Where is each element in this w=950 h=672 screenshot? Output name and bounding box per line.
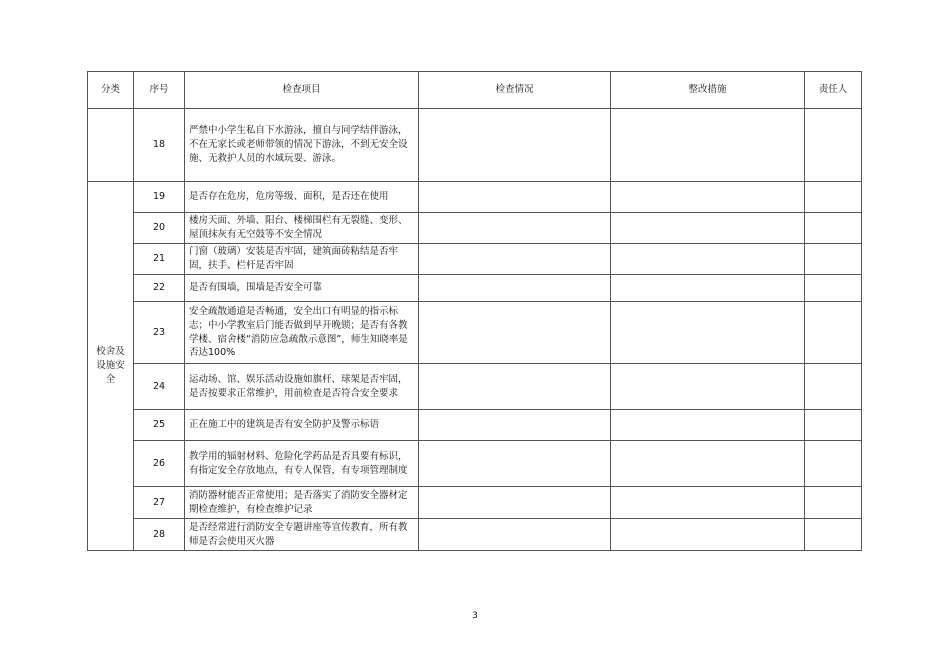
item-cell: 门窗（玻璃）安装是否牢固，建筑面砖粘结是否牢固，扶手、栏杆是否牢固 [185, 244, 419, 275]
table-row [88, 519, 862, 551]
seq-cell: 27 [134, 487, 185, 519]
seq-cell: 22 [134, 275, 185, 302]
status-cell [419, 182, 611, 213]
item-cell: 严禁中小学生私自下水游泳，擅自与同学结伴游泳，不在无家长或老师带领的情况下游泳，不到无安全设施、无救护人员的水域玩耍、游泳。 [185, 109, 419, 182]
table-row [88, 410, 862, 441]
table-row [88, 109, 862, 182]
measures-cell [611, 275, 805, 302]
measures-cell [611, 364, 805, 410]
header-row [88, 72, 862, 109]
item-cell: 是否存在危房，危房等级、面积，是否还在使用 [185, 182, 419, 213]
item-cell: 教学用的辐射材料、危险化学药品是否具要有标识，有指定安全存放地点，有专人保管，有专项管理制度 [185, 441, 419, 487]
status-cell [419, 364, 611, 410]
measures-cell [611, 441, 805, 487]
table-row [88, 182, 862, 213]
owner-cell [805, 519, 862, 551]
measures-cell [611, 487, 805, 519]
status-cell [419, 441, 611, 487]
seq-cell: 20 [134, 213, 185, 244]
status-cell [419, 213, 611, 244]
header-category: 分类 [88, 72, 134, 109]
item-cell: 正在施工中的建筑是否有安全防护及警示标语 [185, 410, 419, 441]
status-cell [419, 302, 611, 364]
status-cell [419, 487, 611, 519]
owner-cell [805, 441, 862, 487]
owner-cell [805, 182, 862, 213]
header-status: 检查情况 [419, 72, 611, 109]
seq-cell: 25 [134, 410, 185, 441]
item-cell: 运动场、馆、娱乐活动设施如旗杆、球架是否牢固，是否按要求正常维护，用前检查是否符合安全要求 [185, 364, 419, 410]
measures-cell [611, 410, 805, 441]
measures-cell [611, 519, 805, 551]
seq-cell: 26 [134, 441, 185, 487]
table-row [88, 275, 862, 302]
status-cell [419, 109, 611, 182]
item-cell: 楼房天面、外墙、阳台、楼梯围栏有无裂缝、变形、屋顶抹灰有无空鼓等不安全情况 [185, 213, 419, 244]
item-cell: 安全疏散通道是否畅通，安全出口有明显的指示标志；中小学教室后门能否做到早开晚锁；是否有各教学楼、宿舍楼“消防应急疏散示意图”，师生知晓率是否达100% [185, 302, 419, 364]
header-measures: 整改措施 [611, 72, 805, 109]
measures-cell [611, 182, 805, 213]
owner-cell [805, 364, 862, 410]
table-row [88, 487, 862, 519]
seq-cell: 24 [134, 364, 185, 410]
table-row [88, 302, 862, 364]
owner-cell [805, 487, 862, 519]
owner-cell [805, 275, 862, 302]
measures-cell [611, 302, 805, 364]
measures-cell [611, 213, 805, 244]
table-row [88, 244, 862, 275]
table-row [88, 441, 862, 487]
header-owner: 责任人 [805, 72, 862, 109]
owner-cell [805, 213, 862, 244]
status-cell [419, 410, 611, 441]
item-cell: 消防器材能否正常使用；是否落实了消防安全器材定期检查维护，有检查维护记录 [185, 487, 419, 519]
item-cell: 是否有围墙，围墙是否安全可靠 [185, 275, 419, 302]
category-cell [88, 109, 134, 182]
header-item: 检查项目 [185, 72, 419, 109]
owner-cell [805, 410, 862, 441]
seq-cell: 18 [134, 109, 185, 182]
page-number: 3 [472, 611, 478, 621]
seq-cell: 21 [134, 244, 185, 275]
measures-cell [611, 109, 805, 182]
inspection-table [87, 71, 862, 551]
table-row [88, 213, 862, 244]
seq-cell: 23 [134, 302, 185, 364]
table-row [88, 364, 862, 410]
category-cell: 校舍及设施安全 [88, 182, 134, 551]
item-cell: 是否经常进行消防安全专题讲座等宣传教育，所有教师是否会使用灭火器 [185, 519, 419, 551]
status-cell [419, 244, 611, 275]
owner-cell [805, 244, 862, 275]
seq-cell: 19 [134, 182, 185, 213]
owner-cell [805, 302, 862, 364]
seq-cell: 28 [134, 519, 185, 551]
header-seq: 序号 [134, 72, 185, 109]
owner-cell [805, 109, 862, 182]
status-cell [419, 519, 611, 551]
status-cell [419, 275, 611, 302]
measures-cell [611, 244, 805, 275]
